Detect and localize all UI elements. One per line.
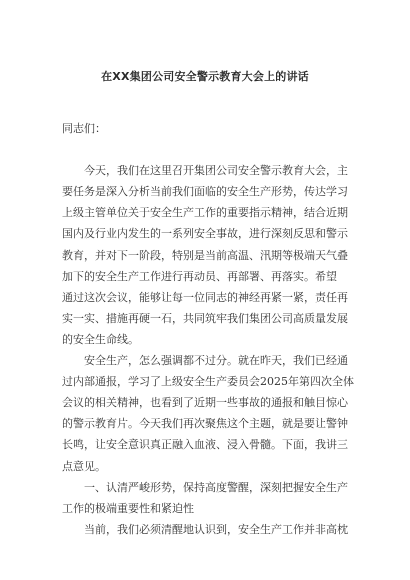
text-line: 上级主管单位关于安全生产工作的重要指示精神，结合近期 xyxy=(62,206,348,220)
text-line: 一、认清严峻形势，保持高度警醒，深刻把握安全生产 xyxy=(62,480,348,494)
text-line: 的警示教育片。今天我们再次聚焦这个主题，就是要让警钟 xyxy=(62,417,348,431)
text-line: 要任务是深入分析当前我们面临的安全生产形势，传达学习 xyxy=(62,185,348,199)
text-line: 会议的相关精神，也看到了近期一些事故的通报和触目惊心 xyxy=(62,396,348,410)
text-line xyxy=(62,139,362,160)
document-body xyxy=(62,118,362,540)
text-line: 点意见。 xyxy=(62,459,106,473)
text-line: 加下的安全生产工作进行再动员、再部署、再落实。希望 xyxy=(62,269,337,283)
document-title: 在XX集团公司安全警示教育大会上的讲话 xyxy=(101,70,309,83)
text-line: 同志们： xyxy=(62,122,106,135)
text-line: 实一实、措施再硬一石，共同筑牢我们集团公司高质量发展 xyxy=(62,311,348,325)
text-line: 安全生产，怎么强调都不过分。就在昨天，我们已经通 xyxy=(62,354,348,368)
text-line: 工作的极端重要性和紧迫性 xyxy=(62,501,194,515)
text-line: 国内及行业内发生的一系列安全事故，进行深刻反思和警示 xyxy=(62,227,348,241)
text-line: 长鸣，让安全意识真正融入血液、浸入骨髓。下面，我讲三 xyxy=(62,438,348,452)
text-line: 今天，我们在这里召开集团公司安全警示教育大会，主 xyxy=(62,164,348,178)
text-line: 的安全生命线。 xyxy=(62,332,139,346)
text-line: 当前，我们必须清醒地认识到，安全生产工作并非高枕 xyxy=(62,522,348,536)
text-line: 教育，并对下一阶段，特别是当前高温、汛期等极端天气叠 xyxy=(62,248,348,262)
text-line: 通过这次会议，能够让每一位同志的神经再紧一紧，责任再 xyxy=(62,290,348,304)
text-line: 过内部通报，学习了上级安全生产委员会2025年第四次全体 xyxy=(62,375,354,389)
